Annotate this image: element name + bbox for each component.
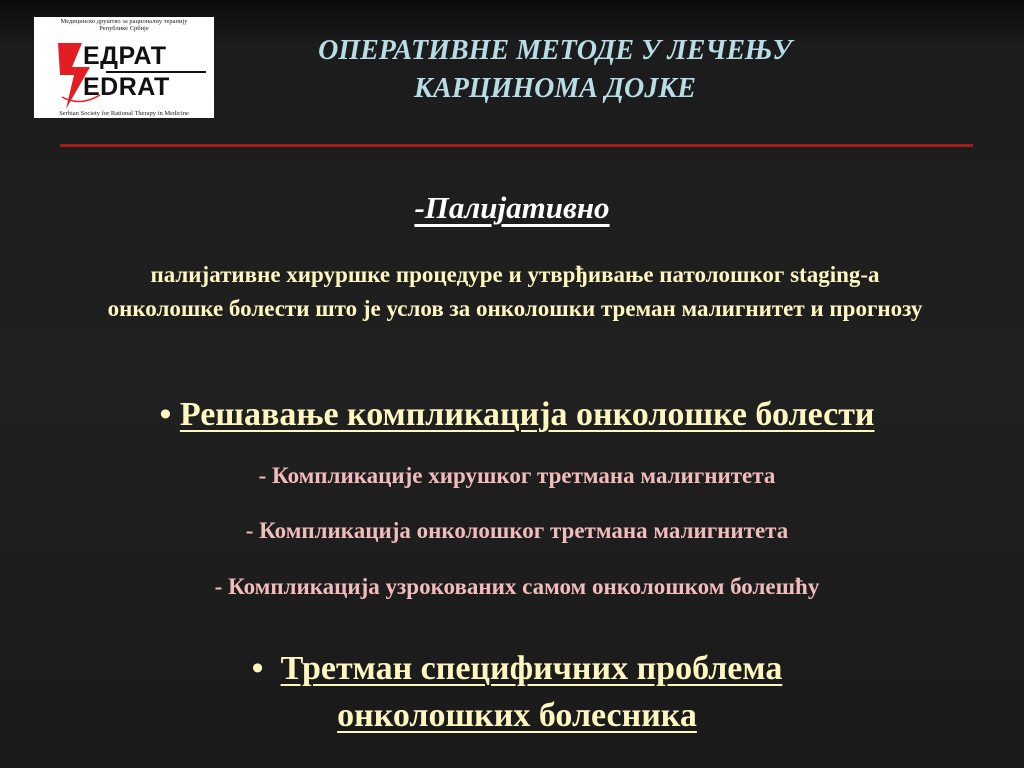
sub-item: - Компликација онколошког третмана малигнитета [245,518,789,543]
bullet-specific-problems [0,645,1024,739]
bullet-specific-problems-line2: онколошких болесника [337,697,697,734]
bullet-marker: • [159,396,172,433]
logo-word-cyrillic: ЕДРАТ [83,42,167,70]
title-divider [60,144,973,147]
logo-word-latin: EDRAT [83,73,170,101]
palliative-description: палијативне хируршке процедуре и утврђивање патолошког staging-а онколошке болести што је услов за онколошки треман малигнитет и прогнозу [107,262,923,321]
bullet-complications-text: Решавање компликација онколошке болести [179,396,875,433]
section-heading: -Палијативно [414,190,610,225]
sub-item: - Компликације хирушког третмана малигнитета [258,463,776,488]
logo-society-name-en: Serbian Society for Rational Therapy in Medicine [59,110,189,117]
bullet-specific-problems-line1: Третман специфичних проблема [280,650,783,687]
logo-society-name: Медицинско друштво за рационалну терапију Републике Србије [60,18,188,32]
medrat-logo [34,17,214,118]
bullet-marker: • [251,650,264,687]
slide-title: ОПЕРАТИВНЕ МЕТОДЕ У ЛЕЧЕЊУ КАРЦИНОМА ДОЈКЕ [318,35,792,104]
bullet-complications [0,396,1024,434]
sub-item: - Компликација узрокованих самом онколошком болешћу [214,574,820,599]
